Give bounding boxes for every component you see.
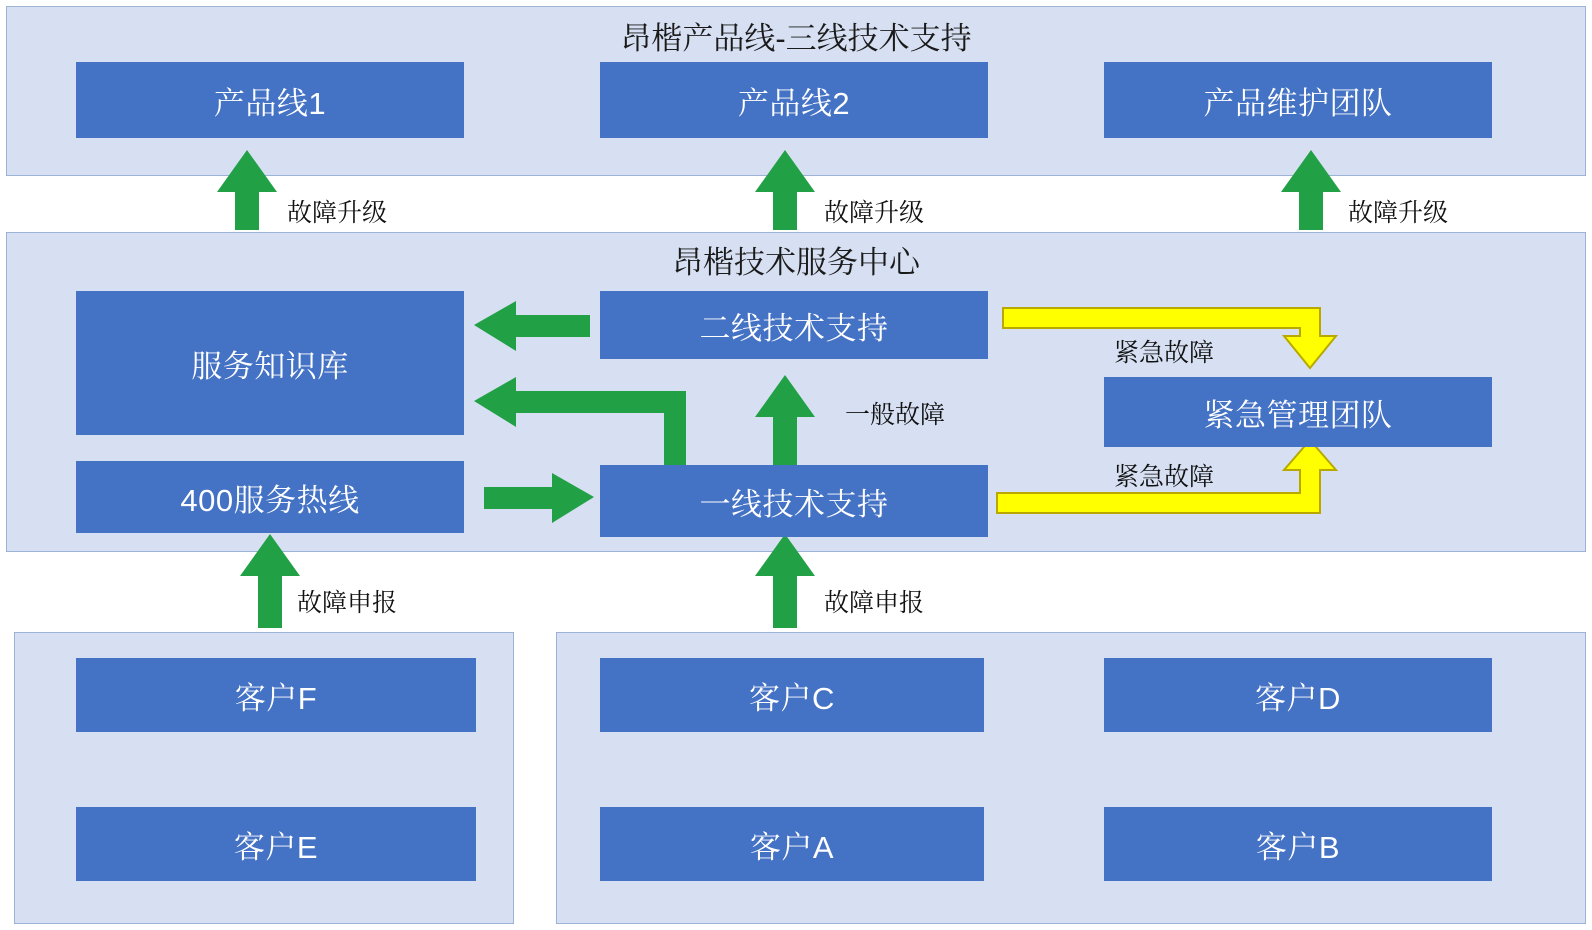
node-customer-c[interactable]: 客户C	[600, 658, 984, 732]
band-service-center-title: 昂楷技术服务中心	[672, 245, 920, 280]
arrow-escalate-2	[755, 150, 815, 230]
arrow-escalate-3	[1281, 150, 1341, 230]
edge-label-escalate-3: 故障升级	[1348, 199, 1449, 227]
arrow-report-right	[755, 534, 815, 628]
node-hotline-400[interactable]: 400服务热线	[76, 461, 464, 533]
edge-label-report-left: 故障申报	[297, 589, 398, 617]
arrow-escalate-1	[217, 150, 277, 230]
node-emergency-team[interactable]: 紧急管理团队	[1104, 377, 1492, 447]
node-customer-a[interactable]: 客户A	[600, 807, 984, 881]
node-customer-b[interactable]: 客户B	[1104, 807, 1492, 881]
node-knowledge-base[interactable]: 服务知识库	[76, 291, 464, 435]
node-product-maintenance-team[interactable]: 产品维护团队	[1104, 62, 1492, 138]
edge-label-general-fault: 一般故障	[845, 401, 946, 429]
band-product-line-title: 昂楷产品线-三线技术支持	[620, 21, 972, 56]
node-product-line-2[interactable]: 产品线2	[600, 62, 988, 138]
node-second-line-support[interactable]: 二线技术支持	[600, 291, 988, 359]
arrow-report-left	[240, 534, 300, 628]
node-first-line-support[interactable]: 一线技术支持	[600, 465, 988, 537]
edge-label-urgent-fault-top: 紧急故障	[1114, 339, 1215, 367]
node-customer-e[interactable]: 客户E	[76, 807, 476, 881]
arrow-first-to-second	[755, 375, 815, 468]
arrow-second-to-kb	[474, 301, 590, 351]
edge-label-urgent-fault-bottom: 紧急故障	[1114, 463, 1215, 491]
edge-label-escalate-2: 故障升级	[824, 199, 925, 227]
node-customer-d[interactable]: 客户D	[1104, 658, 1492, 732]
arrow-first-to-kb	[474, 377, 686, 466]
edge-label-escalate-1: 故障升级	[287, 199, 388, 227]
edge-label-report-right: 故障申报	[824, 589, 925, 617]
arrow-hotline-to-first	[484, 473, 594, 523]
node-product-line-1[interactable]: 产品线1	[76, 62, 464, 138]
node-customer-f[interactable]: 客户F	[76, 658, 476, 732]
